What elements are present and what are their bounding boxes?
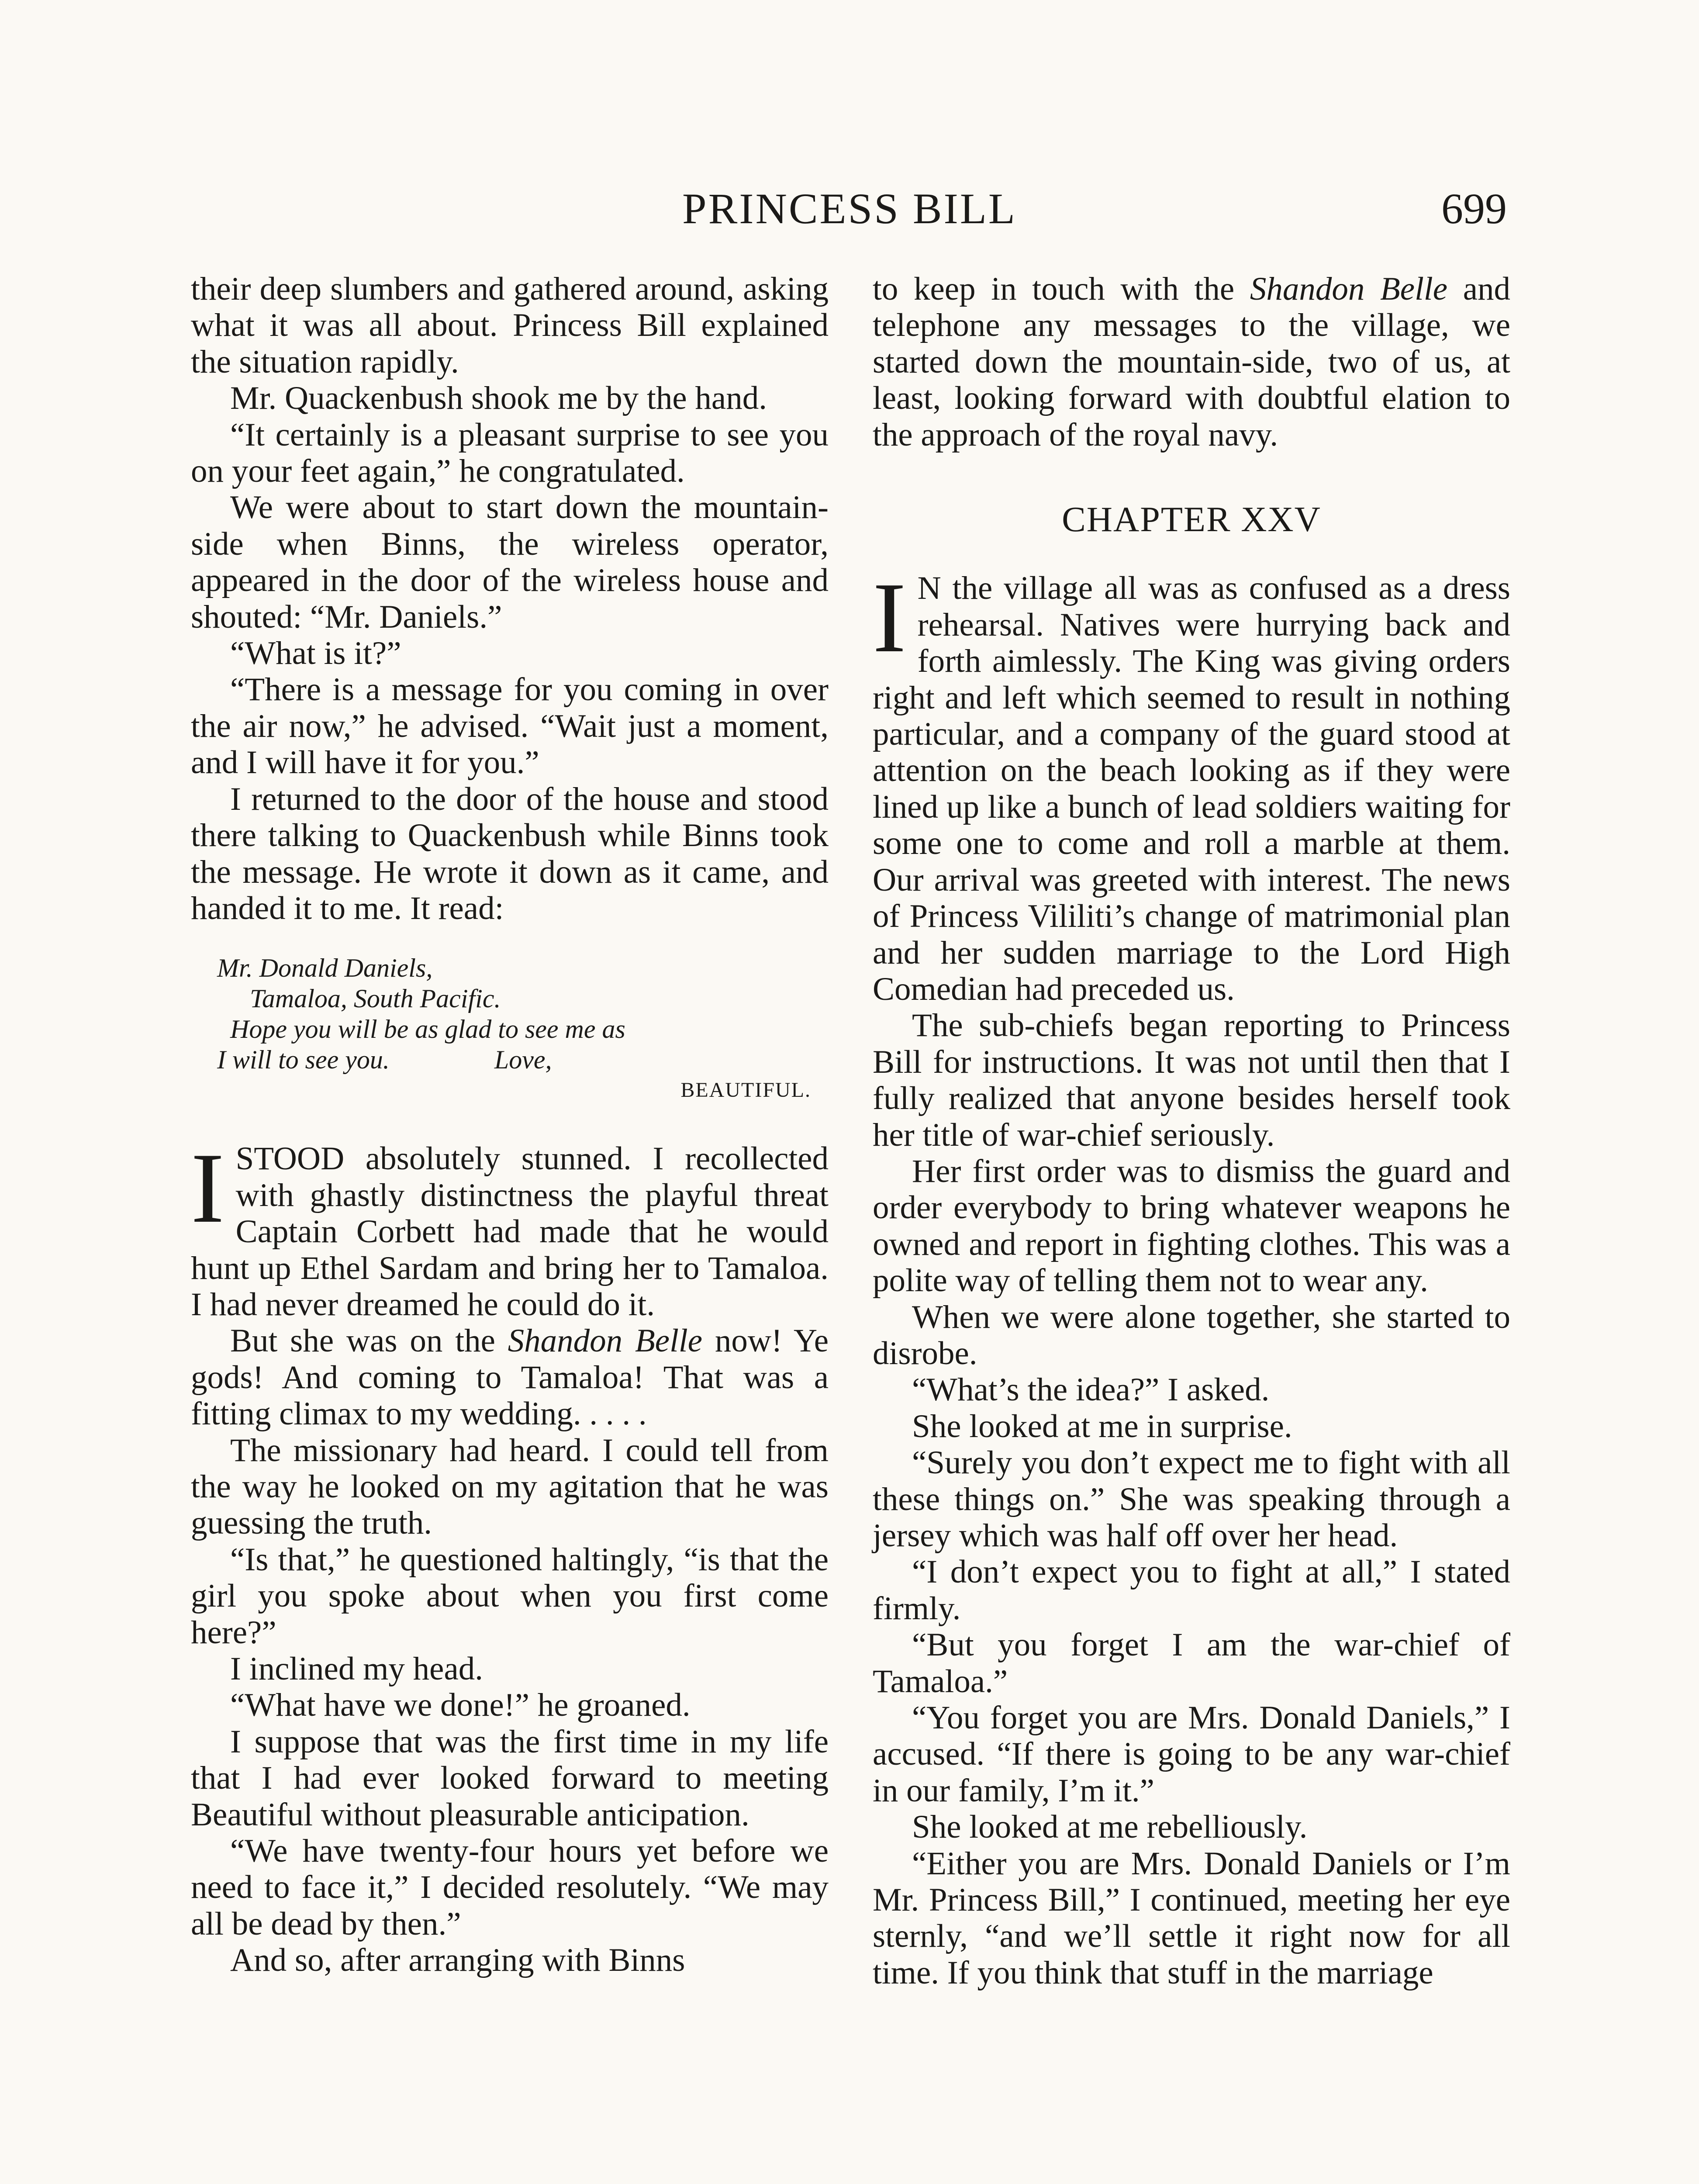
paragraph: “I don’t expect you to fight at all,” I stated firmly.	[873, 1554, 1510, 1627]
paragraph: “But you forget I am the war-chief of Tamaloa.”	[873, 1627, 1510, 1700]
paragraph: She looked at me rebelliously.	[912, 1809, 1308, 1845]
paragraph: Mr. Quackenbush shook me by the hand.	[230, 380, 767, 417]
paragraph: We were about to start down the mountain-side when Binns, the wireless operator, appeared in the door of the wireless house and shouted: “Mr. Daniels.”	[191, 489, 829, 635]
paragraph: The missionary had heard. I could tell from the way he looked on my agitation that he was guessing the truth.	[191, 1432, 829, 1541]
paragraph: their deep slumbers and gathered around, asking what it was all about. Princess Bill explained the situation rapidly.	[191, 271, 829, 380]
paragraph: But she was on the Shandon Belle now! Ye gods! And coming to Tamaloa! That was a fitting climax to my wedding. . . . .	[191, 1323, 829, 1432]
drop-cap: I	[191, 1132, 224, 1244]
telegram-line: I will to see you. Love,	[217, 1045, 552, 1075]
paragraph: And so, after arranging with Binns	[230, 1942, 685, 1979]
paragraph: When we were alone together, she started to disrobe.	[873, 1299, 1510, 1372]
paragraph: “It certainly is a pleasant surprise to see you on your feet again,” he congratulated.	[191, 416, 829, 490]
ship-name: Shandon Belle	[1250, 271, 1448, 307]
paragraph: She looked at me in surprise.	[912, 1408, 1292, 1444]
paragraph: “What is it?”	[230, 635, 401, 672]
paragraph: “We have twenty-four hours yet before we need to face it,” I decided resolutely. “We may all be dead by then.”	[191, 1833, 829, 1942]
section-opening-paragraph: I STOOD absolutely stunned. I recollected with ghastly distinctness the playful threat Captain Corbett had made that he would hunt up Ethel Sardam and bring her to Tamaloa. I had never dreamed he could do it.	[191, 1132, 829, 1323]
telegram-line: Tamaloa, South Pacific.	[217, 984, 501, 1013]
paragraph: I suppose that was the first time in my life that I had ever looked forward to meeting Beautiful without pleasurable anticipation.	[191, 1723, 829, 1833]
running-title: PRINCESS BILL	[682, 184, 1017, 233]
paragraph: “Either you are Mrs. Donald Daniels or I’m Mr. Princess Bill,” I continued, meeting her eye sternly, “and we’ll settle it right now for all time. If you think that stuff in the marriage	[873, 1845, 1510, 1991]
paragraph: “Surely you don’t expect me to fight with all these things on.” She was speaking through a jersey which was half off over her head.	[873, 1444, 1510, 1554]
drop-cap: I	[873, 562, 906, 674]
telegram-signature: BEAUTIFUL.	[680, 1078, 811, 1102]
paragraph: “What have we done!” he groaned.	[230, 1687, 691, 1724]
chapter-heading: CHAPTER XXV	[1062, 499, 1321, 539]
paragraph: Her first order was to dismiss the guard and order everybody to bring whatever weapons he owned and report in fighting clothes. This was a polite way of telling them not to wear any.	[873, 1153, 1510, 1299]
paragraph: I inclined my head.	[230, 1651, 483, 1687]
right-column	[873, 271, 1510, 1991]
paragraph: “There is a message for you coming in over the air now,” he advised. “Wait just a moment, and I will have it for you.”	[191, 671, 829, 781]
ship-name: Shandon Belle	[508, 1323, 703, 1359]
paragraph: The sub-chiefs began reporting to Princess Bill for instructions. It was not until then that I fully realized that anyone besides herself took her title of war-chief seriously.	[873, 1007, 1510, 1153]
page-header	[0, 177, 1699, 238]
paragraph: “What’s the idea?” I asked.	[912, 1372, 1270, 1408]
telegram-message	[217, 953, 829, 1106]
paragraph: “Is that,” he questioned haltingly, “is that the girl you spoke about when you first come here?”	[191, 1541, 829, 1651]
chapter-opening-paragraph: I N the village all was as confused as a dress rehearsal. Natives were hurrying back and forth aimlessly. The King was giving orders right and left which seemed to result in nothing particular, and a company of the guard stood at attention on the beach looking as if they were lined up like a bunch of lead soldiers waiting for some one to come and roll a marble at them. Our arrival was greeted with interest. The news of Princess Vililiti’s change of matrimonial plan and her sudden marriage to the Lord High Comedian had preceded us.	[873, 562, 1510, 1007]
paragraph: to keep in touch with the Shandon Belle and telephone any messages to the village, we started down the mountain-side, two of us, at least, looking forward with doubtful elation to the approach of the royal navy.	[873, 271, 1510, 453]
paragraph: “You forget you are Mrs. Donald Daniels,” I accused. “If there is going to be any war-chief in our family, I’m it.”	[873, 1700, 1510, 1809]
left-column	[191, 271, 829, 1979]
paragraph: I returned to the door of the house and stood there talking to Quackenbush while Binns took the message. He wrote it down as it came, and handed it to me. It read:	[191, 781, 829, 926]
telegram-line: Mr. Donald Daniels,	[217, 954, 433, 983]
page-number: 699	[1441, 184, 1507, 233]
telegram-line: Hope you will be as glad to see me as	[217, 1015, 625, 1044]
